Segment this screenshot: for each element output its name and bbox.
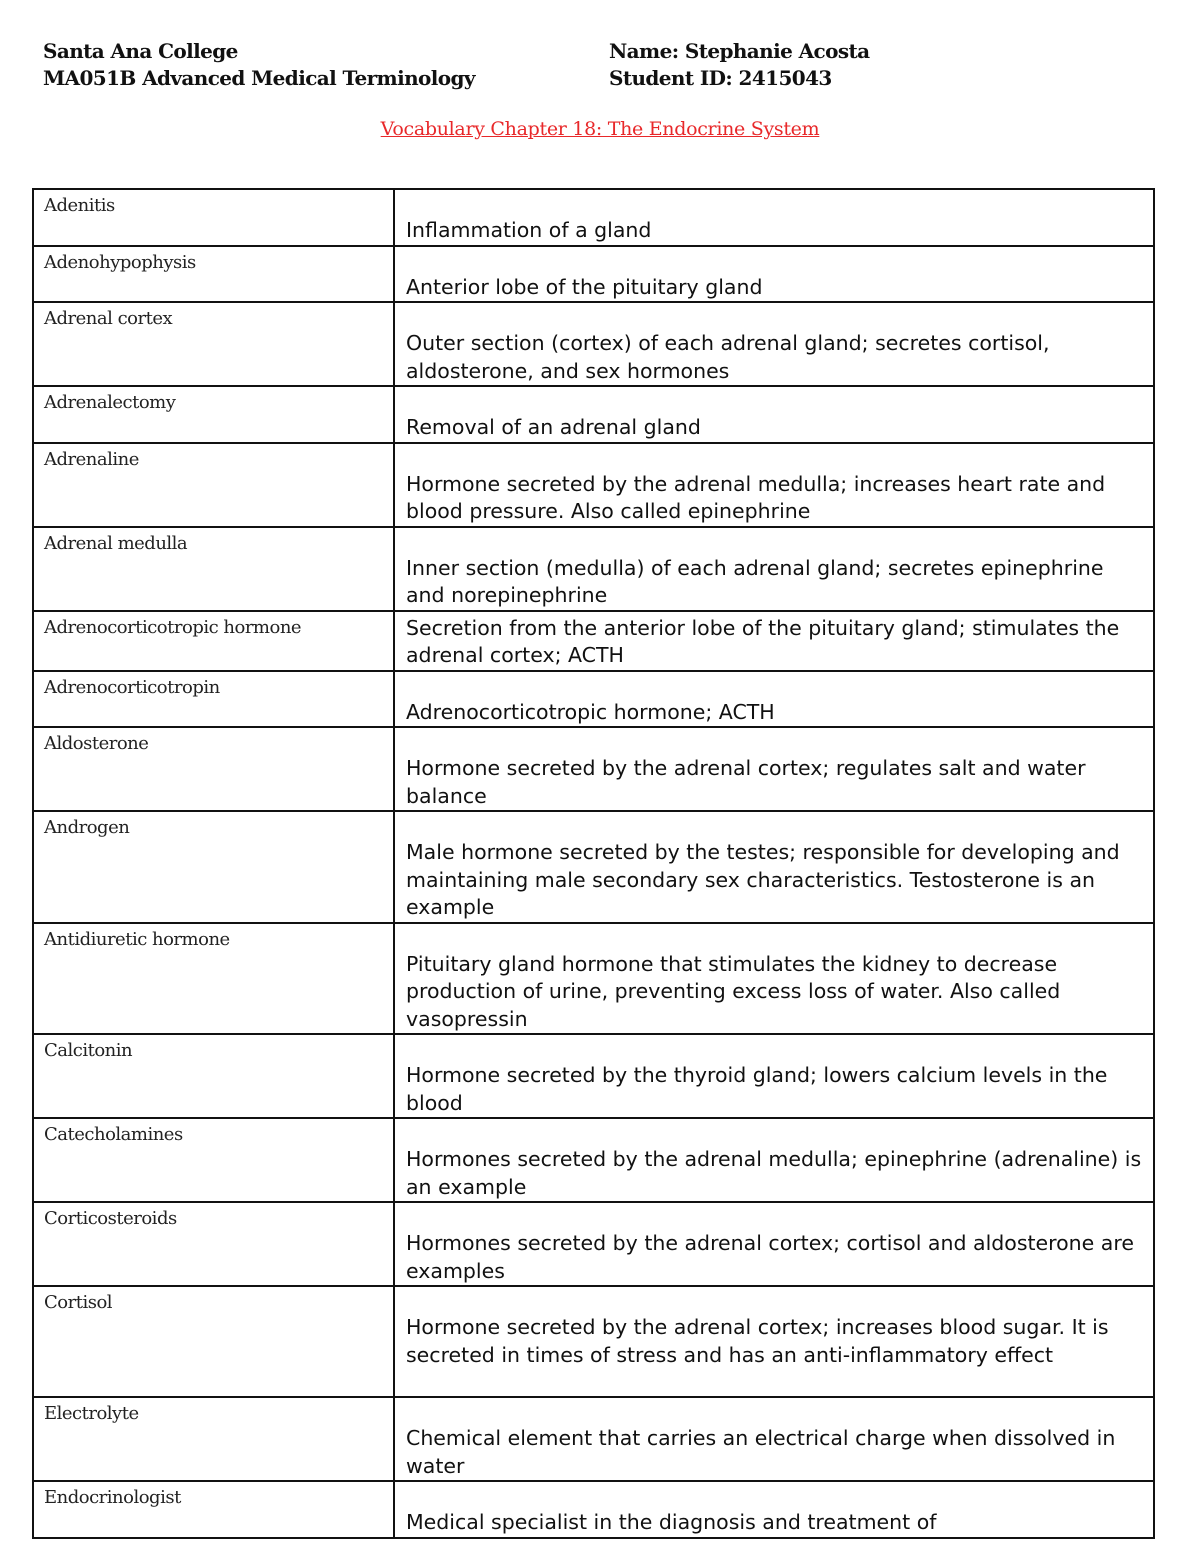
definition-cell: Hormone secreted by the adrenal medulla; increases heart rate and blood pressure. Also called epinephrine (394, 443, 1154, 527)
term-cell: Electrolyte (33, 1397, 394, 1481)
definition-cell: Medical specialist in the diagnosis and treatment of (394, 1481, 1154, 1538)
table-row (33, 1202, 1154, 1286)
definition-cell: Chemical element that carries an electrical charge when dissolved in water (394, 1397, 1154, 1481)
term-cell: Endocrinologist (33, 1481, 394, 1538)
term-cell: Corticosteroids (33, 1202, 394, 1286)
college-name: Santa Ana College (43, 39, 238, 63)
table-row (33, 611, 1154, 671)
term-cell: Adrenal cortex (33, 302, 394, 386)
term-cell: Adenohypophysis (33, 246, 394, 303)
definition-cell: Hormone secreted by the adrenal cortex; regulates salt and water balance (394, 727, 1154, 811)
term-cell: Androgen (33, 811, 394, 923)
definition-cell: Outer section (cortex) of each adrenal gland; secretes cortisol, aldosterone, and sex hormones (394, 302, 1154, 386)
table-row (33, 1286, 1154, 1397)
table-row (33, 923, 1154, 1035)
term-cell: Calcitonin (33, 1034, 394, 1118)
page-title: Vocabulary Chapter 18: The Endocrine System (380, 118, 820, 140)
table-row (33, 1034, 1154, 1118)
vocabulary-table (32, 188, 1155, 1539)
definition-cell: Hormones secreted by the adrenal cortex; cortisol and aldosterone are examples (394, 1202, 1154, 1286)
table-row (33, 246, 1154, 303)
term-cell: Adenitis (33, 189, 394, 246)
definition-cell: Pituitary gland hormone that stimulates the kidney to decrease production of urine, preventing excess loss of water. Also called vasopressin (394, 923, 1154, 1035)
term-cell: Cortisol (33, 1286, 394, 1397)
table-row (33, 386, 1154, 443)
student-id: Student ID: 2415043 (609, 66, 832, 90)
table-row (33, 189, 1154, 246)
table-row (33, 302, 1154, 386)
definition-cell: Inner section (medulla) of each adrenal gland; secretes epinephrine and norepinephrine (394, 527, 1154, 611)
table-row (33, 1481, 1154, 1538)
table-row (33, 527, 1154, 611)
table-row (33, 811, 1154, 923)
table-row (33, 443, 1154, 527)
definition-cell: Secretion from the anterior lobe of the pituitary gland; stimulates the adrenal cortex; ACTH (394, 611, 1154, 671)
course-title: MA051B Advanced Medical Terminology (43, 66, 475, 90)
table-row (33, 1397, 1154, 1481)
term-cell: Adrenocorticotropin (33, 671, 394, 728)
definition-cell: Inflammation of a gland (394, 189, 1154, 246)
header-right (609, 38, 869, 92)
table-row (33, 671, 1154, 728)
student-name: Name: Stephanie Acosta (609, 39, 870, 63)
definition-cell: Male hormone secreted by the testes; responsible for developing and maintaining male secondary sex characteristics. Testosterone is an example (394, 811, 1154, 923)
definition-cell: Hormones secreted by the adrenal medulla; epinephrine (adrenaline) is an example (394, 1118, 1154, 1202)
definition-cell: Adrenocorticotropic hormone; ACTH (394, 671, 1154, 728)
table-row (33, 727, 1154, 811)
term-cell: Aldosterone (33, 727, 394, 811)
term-cell: Antidiuretic hormone (33, 923, 394, 1035)
term-cell: Adrenocorticotropic hormone (33, 611, 394, 671)
term-cell: Catecholamines (33, 1118, 394, 1202)
term-cell: Adrenalectomy (33, 386, 394, 443)
definition-cell: Removal of an adrenal gland (394, 386, 1154, 443)
table-row (33, 1118, 1154, 1202)
term-cell: Adrenal medulla (33, 527, 394, 611)
definition-cell: Anterior lobe of the pituitary gland (394, 246, 1154, 303)
term-cell: Adrenaline (33, 443, 394, 527)
header-left (43, 38, 475, 92)
definition-cell: Hormone secreted by the adrenal cortex; increases blood sugar. It is secreted in times of stress and has an anti-inflammatory effect (394, 1286, 1154, 1397)
definition-cell: Hormone secreted by the thyroid gland; lowers calcium levels in the blood (394, 1034, 1154, 1118)
